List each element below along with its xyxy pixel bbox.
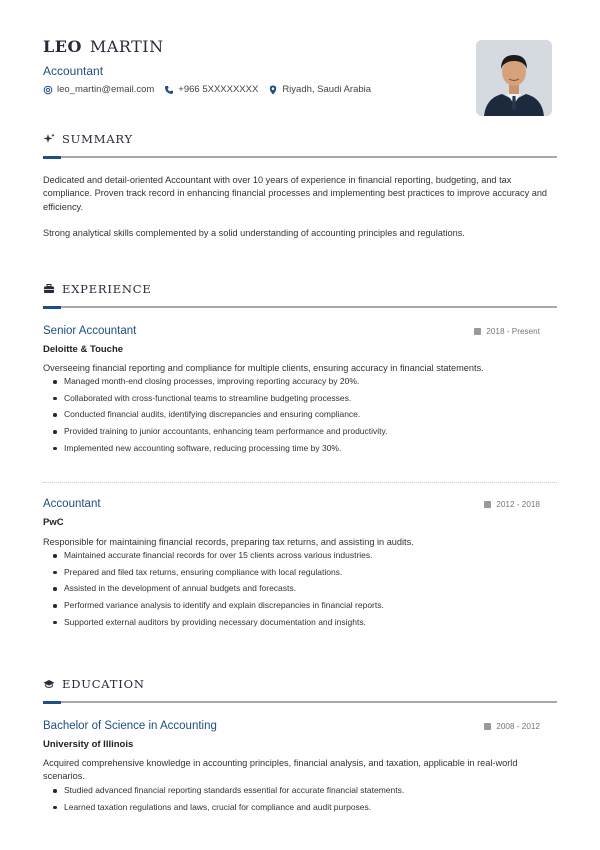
job-dates-text: 2018 - Present xyxy=(486,327,540,336)
summary-heading xyxy=(43,132,133,146)
avatar xyxy=(476,40,552,116)
contact-phone[interactable] xyxy=(164,84,258,95)
job-description: Responsible for maintaining financial records, preparing tax returns, and assisting in audits. xyxy=(43,537,414,547)
first-name: LEO xyxy=(43,37,82,56)
job-dates xyxy=(484,500,540,509)
list-item: Managed month-end closing processes, improving reporting accuracy by 20%. xyxy=(52,375,388,392)
contact-location xyxy=(268,84,371,95)
job-dates-text: 2012 - 2018 xyxy=(496,500,540,509)
summary-paragraph-2: Strong analytical skills complemented by a solid understanding of accounting principles and regulations. xyxy=(43,228,465,238)
calendar-icon xyxy=(474,328,481,335)
job-title: Accountant xyxy=(43,498,101,510)
email-text: leo_martin@email.com xyxy=(57,84,155,95)
education-description: Acquired comprehensive knowledge in accounting principles, financial analysis, and taxation, applicable in real-world scenarios. xyxy=(43,758,518,782)
education-dates xyxy=(484,722,540,731)
sparkle-icon xyxy=(43,133,55,145)
education-title: EDUCATION xyxy=(62,677,145,691)
list-item: Implemented new accounting software, reducing processing time by 30%. xyxy=(52,442,388,459)
location-pin-icon xyxy=(268,85,278,95)
job-bullets xyxy=(52,375,388,458)
experience-title: EXPERIENCE xyxy=(62,282,152,296)
phone-icon xyxy=(164,85,174,95)
summary-divider xyxy=(43,156,557,158)
company-name: Deloitte & Touche xyxy=(43,344,124,355)
list-item: Studied advanced financial reporting standards essential for accurate financial statements. xyxy=(52,784,404,801)
experience-divider xyxy=(43,306,557,308)
divider-accent xyxy=(43,306,61,309)
degree-title: Bachelor of Science in Accounting xyxy=(43,720,217,732)
job-description: Overseeing financial reporting and compliance for multiple clients, ensuring accuracy in financial statements. xyxy=(43,363,484,373)
list-item: Prepared and filed tax returns, ensuring compliance with local regulations. xyxy=(52,566,384,583)
job-dates xyxy=(474,327,540,336)
education-bullets xyxy=(52,784,404,817)
summary-title: SUMMARY xyxy=(62,132,133,146)
list-item: Supported external auditors by providing necessary documentation and insights. xyxy=(52,616,384,633)
company-name: PwC xyxy=(43,517,64,528)
graduation-cap-icon xyxy=(43,678,55,690)
location-text: Riyadh, Saudi Arabia xyxy=(282,84,372,95)
list-item: Collaborated with cross-functional teams to streamline budgeting processes. xyxy=(52,392,388,409)
contact-email[interactable] xyxy=(43,84,154,95)
list-item: Maintained accurate financial records for over 15 clients across various industries. xyxy=(52,549,384,566)
school-name: University of Illinois xyxy=(43,739,134,750)
phone-text: +966 5XXXXXXXX xyxy=(178,84,259,95)
calendar-icon xyxy=(484,501,491,508)
last-name: MARTIN xyxy=(89,37,164,56)
list-item: Conducted financial audits, identifying discrepancies and ensuring compliance. xyxy=(52,408,388,425)
list-item: Assisted in the development of annual budgets and forecasts. xyxy=(52,582,384,599)
calendar-icon xyxy=(484,723,491,730)
contact-row xyxy=(43,84,381,95)
list-item: Performed variance analysis to identify and explain discrepancies in financial reports. xyxy=(52,599,384,616)
divider-accent xyxy=(43,156,61,159)
education-heading xyxy=(43,677,145,691)
candidate-name xyxy=(43,37,164,56)
list-item: Provided training to junior accountants, enhancing team performance and productivity. xyxy=(52,425,388,442)
job-separator xyxy=(43,482,557,483)
job-title: Senior Accountant xyxy=(43,325,137,337)
education-divider xyxy=(43,701,557,703)
at-icon xyxy=(43,85,53,95)
summary-paragraph-1: Dedicated and detail-oriented Accountant with over 10 years of experience in financial reporting, budgeting, and tax compliance. Proven track record in enhancing financial processes and implementing best practices to improve accuracy and efficiency. xyxy=(43,175,548,212)
briefcase-icon xyxy=(43,283,55,295)
profile-photo xyxy=(476,40,552,116)
education-dates-text: 2008 - 2012 xyxy=(496,722,540,731)
job-bullets xyxy=(52,549,384,632)
list-item: Learned taxation regulations and laws, crucial for compliance and audit purposes. xyxy=(52,801,404,818)
experience-heading xyxy=(43,282,152,296)
candidate-role: Accountant xyxy=(43,64,104,78)
divider-accent xyxy=(43,701,61,704)
